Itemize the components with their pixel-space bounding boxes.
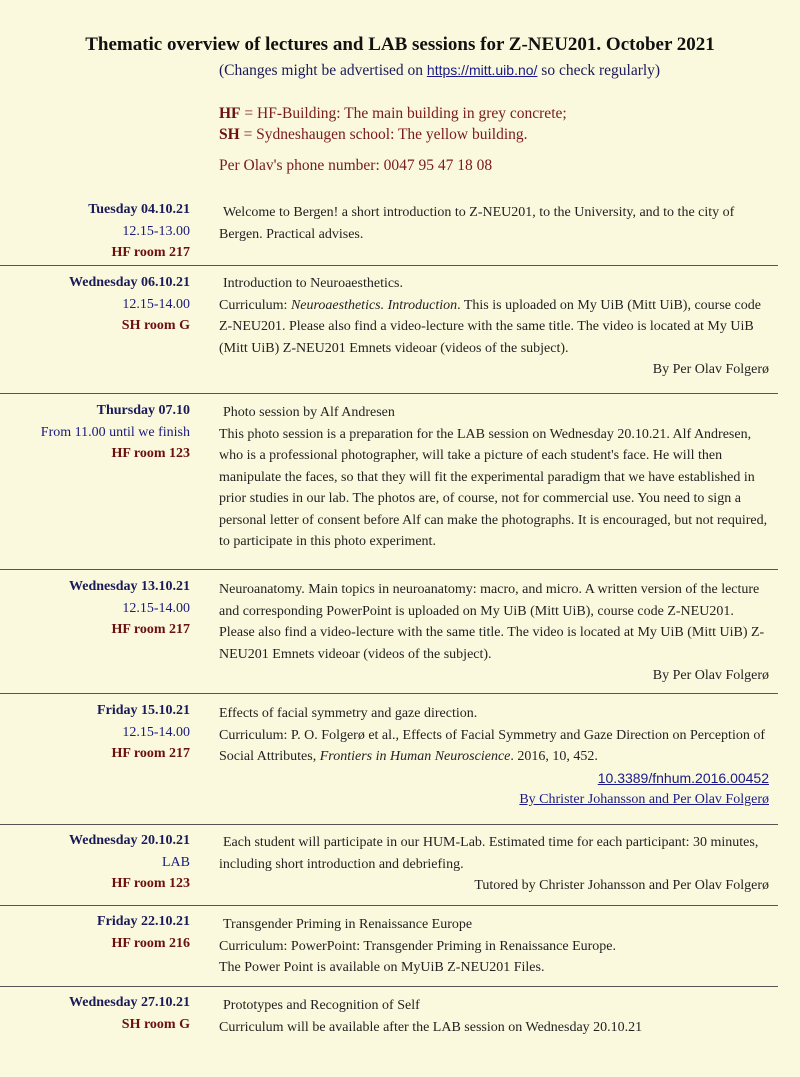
session-description <box>219 579 769 687</box>
session-text: Welcome to Bergen! a short introduction to Z-NEU201, to the University, and to the city of Bergen. Practical advises. <box>219 205 735 242</box>
session-text: This photo session is a preparation for the LAB session on Wednesday 20.10.21. Alf Andresen, who is a professional photographer, will take a picture of each student's face. He will then manipulate the faces, so that they will fit the experimental paradigm that we have established in prior studies in our lab. The photos are, of course, not for commercial use. You need to sign a personal letter of consent before Alf can make the photographs. It is encouraged, but not required, to participate in this photo experiment. <box>219 426 768 549</box>
page-title: Thematic overview of lectures and LAB sessions for Z-NEU201. October 2021 <box>85 34 715 55</box>
divider <box>0 693 778 694</box>
changes-post: so check regularly) <box>537 62 661 79</box>
session-description <box>219 402 769 553</box>
session-text: Each student will participate in our HUM-Lab. Estimated time for each participant: 30 minutes, including short introduction and debriefing. <box>219 835 759 872</box>
session-description <box>219 273 769 381</box>
legend-sh-text: = Sydneshaugen school: The yellow building. <box>239 126 528 143</box>
citation-details: . 2016, 10, 452. <box>510 749 598 764</box>
divider <box>0 905 778 906</box>
curriculum-text: Curriculum: P. O. Folgerø et al., Effects of Facial Symmetry and Gaze Direction on Perception of Social Attributes, <box>219 727 765 764</box>
session-author: By Per Olav Folgerø <box>652 668 769 683</box>
changes-note <box>219 62 660 80</box>
legend-hf-text: = HF-Building: The main building in grey concrete; <box>240 105 567 122</box>
session-day: Tuesday 04.10.21 <box>88 202 190 217</box>
building-legend <box>219 103 567 145</box>
session-curriculum: Curriculum will be available after the LAB session on Wednesday 20.10.21 <box>219 1019 643 1035</box>
session-text: Neuroanatomy. Main topics in neuroanatomy: macro, and micro. A written version of the lecture and corresponding PowerPoint is uploaded on My UiB (Mitt UiB), course code Z-NEU201. Please also find a video-lecture with the same title. The video is located at My UiB (Mitt UiB) Z-NEU201 Emnets videoar (videos of the subject). <box>219 582 765 662</box>
session-day: Wednesday 13.10.21 <box>69 579 190 594</box>
legend-hf-abbr: HF <box>219 105 241 122</box>
session-day: Friday 22.10.21 <box>97 914 190 929</box>
session-room: HF room 217 <box>111 245 190 260</box>
session-time: 12.15-13.00 <box>122 223 190 239</box>
curriculum-title: Neuroaesthetics. Introduction <box>290 297 458 313</box>
session-time: LAB <box>162 854 190 870</box>
session-description <box>219 703 769 811</box>
session-heading: Introduction to Neuroaesthetics. <box>223 276 404 291</box>
session-meta <box>88 199 190 264</box>
session-meta <box>69 992 190 1035</box>
session-heading: Prototypes and Recognition of Self <box>223 998 420 1013</box>
session-room: HF room 217 <box>111 746 190 761</box>
session-day: Wednesday 06.10.21 <box>69 275 190 290</box>
divider <box>0 569 778 570</box>
session-description <box>219 914 769 979</box>
session-room: HF room 217 <box>111 622 190 637</box>
mitt-uib-link[interactable]: https://mitt.uib.no/ <box>426 62 538 78</box>
session-room: SH room G <box>121 1016 190 1032</box>
session-meta <box>97 700 190 765</box>
session-meta <box>69 272 190 337</box>
curriculum-label: Curriculum: <box>219 297 291 313</box>
session-curriculum <box>219 725 769 768</box>
legend-sh-abbr: SH <box>219 126 240 143</box>
session-day: Wednesday 27.10.21 <box>69 995 190 1010</box>
session-day: Friday 15.10.21 <box>97 703 190 718</box>
session-curriculum <box>219 295 769 360</box>
session-room: HF room 216 <box>111 935 190 951</box>
doi-link[interactable]: 10.3389/fnhum.2016.00452 <box>597 769 769 786</box>
session-meta <box>69 576 190 641</box>
divider <box>0 986 778 987</box>
session-time: 12.15-14.00 <box>122 600 190 616</box>
session-room: SH room G <box>121 318 190 333</box>
session-description <box>219 202 769 245</box>
session-heading: Transgender Priming in Renaissance Europe <box>223 917 473 932</box>
session-meta <box>97 911 190 954</box>
session-description <box>219 832 769 897</box>
changes-pre: (Changes might be advertised on <box>219 62 427 79</box>
session-room: HF room 123 <box>111 876 190 891</box>
session-day: Thursday 07.10 <box>96 403 190 418</box>
session-curriculum: Curriculum: PowerPoint: Transgender Priming in Renaissance Europe. <box>219 938 617 954</box>
session-time: 12.15-14.00 <box>122 296 190 312</box>
session-day: Wednesday 20.10.21 <box>69 833 190 848</box>
session-text: The Power Point is available on MyUiB Z-NEU201 Files. <box>219 960 545 975</box>
session-time: 12.15-14.00 <box>122 724 190 740</box>
journal-title: Frontiers in Human Neuroscience <box>319 749 511 764</box>
session-heading: Photo session by Alf Andresen <box>223 405 395 420</box>
session-time: From 11.00 until we finish <box>40 424 190 440</box>
session-description <box>219 995 769 1038</box>
session-author: By Per Olav Folgerø <box>652 362 769 377</box>
divider <box>0 265 778 266</box>
session-meta <box>69 830 190 895</box>
curriculum-text: . This is uploaded on My UiB (Mitt UiB), course code Z-NEU201. Please also find a video-lecture with the same title. The video is located at My UiB (Mitt UiB) Z-NEU201 Emnets videoar (videos of the subject). <box>219 297 761 356</box>
session-meta <box>41 400 190 465</box>
session-author: Tutored by Christer Johansson and Per Olav Folgerø <box>474 878 769 893</box>
phone-number: Per Olav's phone number: 0047 95 47 18 08 <box>219 157 493 174</box>
authors-link[interactable]: By Christer Johansson and Per Olav Folgerø <box>519 792 769 807</box>
session-room: HF room 123 <box>111 446 190 461</box>
divider <box>0 824 778 825</box>
divider <box>0 393 778 394</box>
session-heading: Effects of facial symmetry and gaze direction. <box>219 706 478 721</box>
